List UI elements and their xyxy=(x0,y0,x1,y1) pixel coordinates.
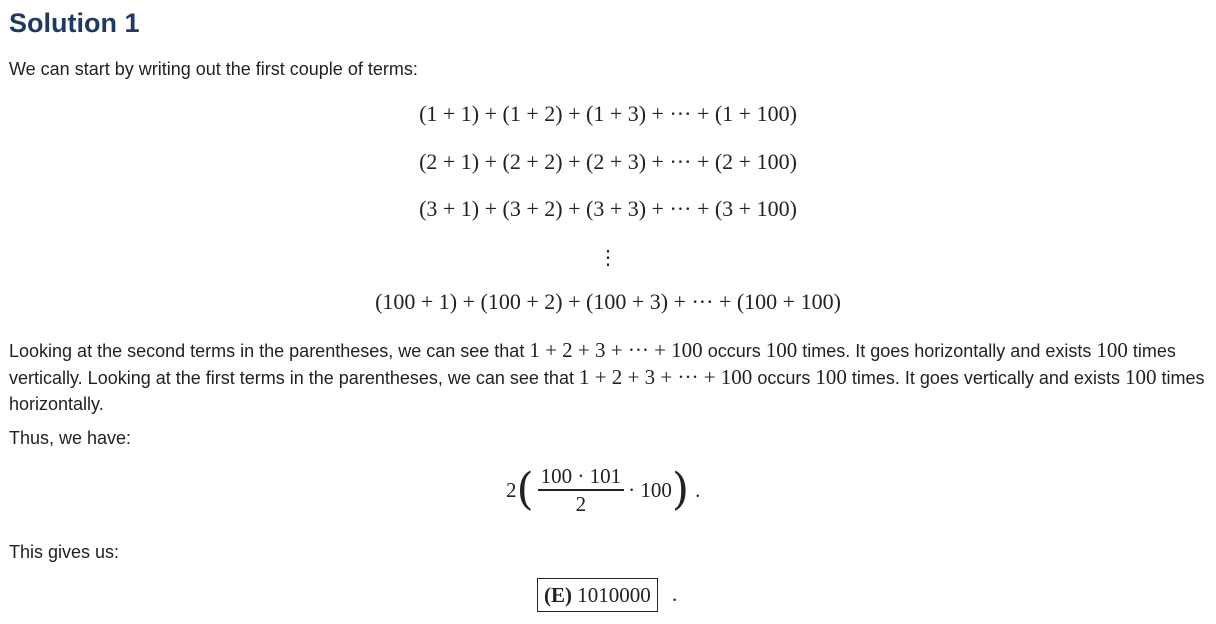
explanation-text: Looking at the second terms in the parentheses, we can see that xyxy=(9,341,530,361)
formula-period: . xyxy=(695,477,701,502)
left-paren: ( xyxy=(516,464,534,515)
solution-heading: Solution 1 xyxy=(9,8,140,38)
explanation-text: times vertically. Looking at the first terms in the parentheses, we can see that xyxy=(9,341,1176,388)
count-value: 100 xyxy=(1124,365,1157,389)
count-value: 100 xyxy=(815,365,847,389)
gives-text: This gives us: xyxy=(9,542,120,562)
fraction-denominator: 2 xyxy=(575,491,587,516)
math-row-1: (1 + 1) + (1 + 2) + (1 + 3) + ··· + (1 + 100) xyxy=(419,101,797,126)
total-formula xyxy=(506,460,700,520)
thus-text: Thus, we have: xyxy=(9,428,132,448)
vertical-ellipsis: ⋮ xyxy=(598,245,618,269)
math-row-2: (2 + 1) + (2 + 2) + (2 + 3) + ··· + (2 + 100) xyxy=(419,149,797,174)
math-row-3: (3 + 1) + (3 + 2) + (3 + 3) + ··· + (3 + 100) xyxy=(419,196,797,221)
fraction-numerator: 100 · 101 xyxy=(540,464,622,489)
right-paren: ) xyxy=(671,464,690,515)
count-value: 100 xyxy=(765,338,798,362)
explanation-text: occurs xyxy=(702,341,766,361)
explanation-text: times. It goes horizontally and exists xyxy=(797,341,1097,361)
explanation-text: times. It goes vertically and exists xyxy=(846,368,1125,388)
answer-period: . xyxy=(672,582,678,606)
intro-text: We can start by writing out the first couple of terms: xyxy=(9,59,418,79)
fraction xyxy=(538,465,625,515)
explanation-text: times horizontally. xyxy=(9,368,1205,414)
boxed-answer xyxy=(537,578,658,612)
formula-multiplier: · 100 xyxy=(628,477,672,502)
sum-expression: 1 + 2 + 3 + ··· + 100 xyxy=(578,365,753,389)
formula-coefficient: 2 xyxy=(506,477,517,502)
count-value: 100 xyxy=(1096,338,1128,362)
answer-choice-label: (E) xyxy=(544,583,572,607)
answer-value: 1010000 xyxy=(577,583,651,607)
explanation-text: occurs xyxy=(752,368,816,388)
math-row-100: (100 + 1) + (100 + 2) + (100 + 3) + ··· + (100 + 100) xyxy=(375,289,841,314)
explanation-paragraph xyxy=(9,337,1209,417)
sum-expression: 1 + 2 + 3 + ··· + 100 xyxy=(529,338,703,362)
